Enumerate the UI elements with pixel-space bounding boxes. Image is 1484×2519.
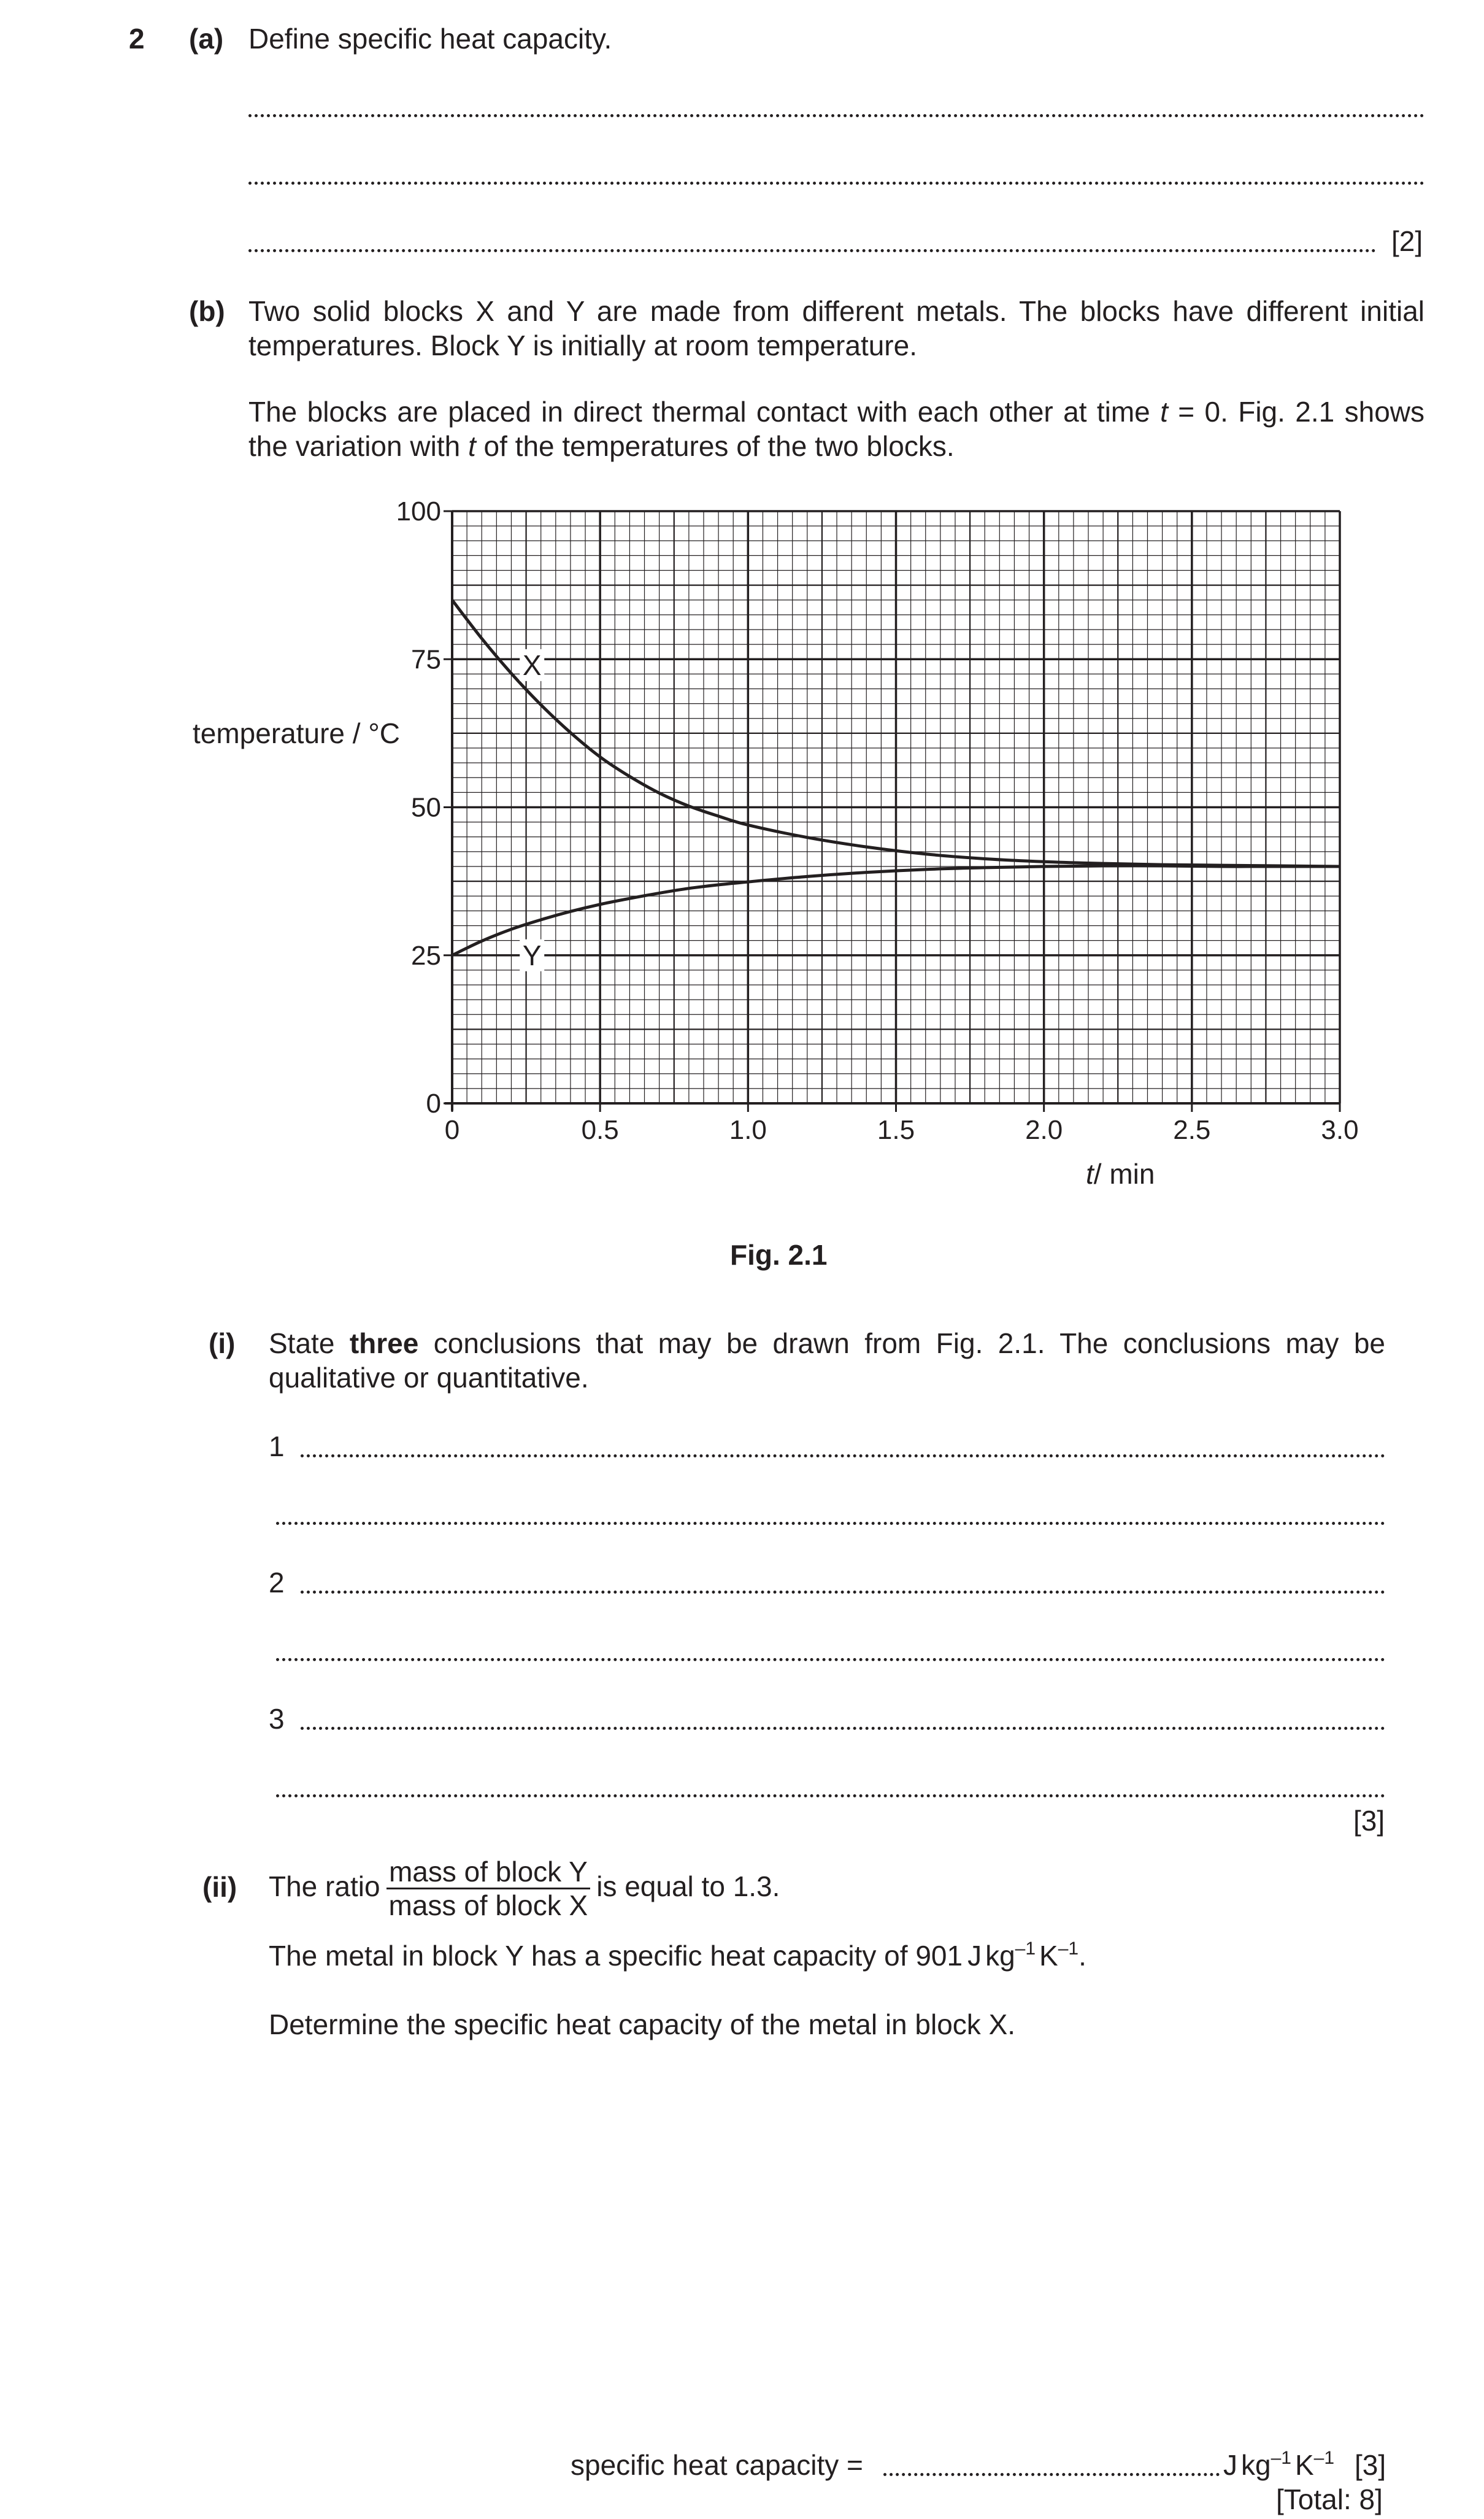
- y-tick-label: 50: [411, 792, 441, 823]
- conclusion-number-1: 1: [269, 1430, 285, 1462]
- x-axis-label: [1086, 1157, 1155, 1190]
- y-tick-label: 75: [411, 644, 441, 675]
- part-b-label: (b): [189, 295, 225, 327]
- para2-line2-text-a: the variation with: [248, 430, 461, 462]
- para2-var-t: t: [1160, 396, 1168, 428]
- x-tick-label: 1.5: [877, 1115, 915, 1145]
- sub-i-marks: [3]: [1353, 1805, 1385, 1837]
- ratio-pre: The ratio: [269, 1870, 380, 1902]
- part-b-para1-line1: Two solid blocks X and Y are made from different metals. The blocks have different initial: [248, 295, 1424, 327]
- total-marks: [Total: 8]: [1276, 2483, 1383, 2515]
- answer-unit-K: K: [1294, 2449, 1314, 2481]
- x-axis-var: t: [1086, 1158, 1094, 1190]
- answer-unit-K-exp: –1: [1313, 2448, 1335, 2468]
- x-axis-unit: / min: [1093, 1158, 1155, 1190]
- answer-unit-kg: kg: [1241, 2449, 1271, 2481]
- part-b-para1-line2: temperatures. Block Y is initially at room temperature.: [248, 330, 917, 361]
- conclusion-2-line-b[interactable]: [276, 1658, 1385, 1661]
- conclusion-number-3: 3: [269, 1703, 285, 1735]
- shc-unit-kg: kg: [985, 1940, 1015, 1972]
- answer-input-line[interactable]: [883, 2473, 1220, 2476]
- ratio-post: is equal to 1.3.: [596, 1870, 780, 1902]
- para2-line2-var-t: t: [467, 430, 476, 462]
- sub-i-label: (i): [209, 1327, 236, 1359]
- chart-ticks: [396, 496, 1359, 1145]
- series-label-x: X: [522, 649, 542, 681]
- part-a-label: (a): [189, 23, 224, 55]
- conclusion-number-2: 2: [269, 1567, 285, 1599]
- conclusion-3-line-a[interactable]: [301, 1727, 1385, 1730]
- para2-line2-text-b: of the temperatures of the two blocks.: [483, 430, 955, 462]
- x-tick-label: 0: [444, 1115, 460, 1145]
- x-tick-label: 2.0: [1025, 1115, 1063, 1145]
- sub-i-line1: [269, 1327, 1385, 1360]
- para2-text-a: The blocks are placed in direct thermal contact with each other at time: [248, 396, 1150, 428]
- shc-unit-K: K: [1039, 1940, 1058, 1972]
- series-label-y: Y: [522, 939, 542, 971]
- chart-axes: [445, 511, 1340, 1111]
- y-tick-label: 0: [426, 1089, 441, 1119]
- shc-unit-J: J: [967, 1940, 982, 1972]
- x-tick-label: 1.0: [729, 1115, 767, 1145]
- question-number: 2: [129, 23, 145, 55]
- x-tick-label: 3.0: [1321, 1115, 1359, 1145]
- para2-text-b: = 0. Fig. 2.1 shows: [1178, 396, 1424, 428]
- answer-label: specific heat capacity =: [571, 2449, 863, 2481]
- answer-unit-J: J: [1223, 2449, 1237, 2481]
- sub-i-state: State: [269, 1327, 335, 1359]
- conclusion-2-line-a[interactable]: [301, 1591, 1385, 1594]
- shc-end: .: [1078, 1940, 1086, 1972]
- x-tick-label: 0.5: [581, 1115, 619, 1145]
- y-tick-label: 25: [411, 940, 441, 971]
- mass-ratio-fraction: [386, 1857, 591, 1921]
- sub-i-three: three: [349, 1327, 419, 1359]
- shc-unit-kg-exp: –1: [1015, 1938, 1036, 1959]
- shc-text: The metal in block Y has a specific heat capacity of 901: [269, 1940, 963, 1972]
- shc-statement: [269, 1939, 1086, 1972]
- fig-2-1-chart: [0, 0, 1484, 1227]
- sub-i-line2: qualitative or quantitative.: [269, 1362, 589, 1394]
- y-axis-label: temperature / °C: [193, 717, 400, 749]
- y-tick-label: 100: [396, 496, 441, 527]
- x-tick-label: 2.5: [1173, 1115, 1211, 1145]
- sub-ii-marks: [3]: [1355, 2449, 1386, 2481]
- conclusion-3-line-b[interactable]: [276, 1794, 1385, 1797]
- shc-unit-K-exp: –1: [1058, 1938, 1079, 1959]
- answer-unit-kg-exp: –1: [1271, 2448, 1291, 2468]
- ratio-statement: [269, 1857, 780, 1921]
- determine-instruction: Determine the specific heat capacity of the metal in block X.: [269, 2008, 1016, 2040]
- ratio-denominator: mass of block X: [388, 1889, 588, 1922]
- figure-caption: Fig. 2.1: [730, 1239, 828, 1271]
- answer-unit: [1223, 2448, 1334, 2482]
- conclusion-1-line-a[interactable]: [301, 1454, 1385, 1457]
- part-a-marks: [2]: [1391, 225, 1423, 257]
- part-a-prompt: Define specific heat capacity.: [248, 23, 612, 55]
- sub-i-rest: conclusions that may be drawn from Fig. 2.1. The conclusions may be: [433, 1327, 1385, 1359]
- sub-ii-label: (ii): [202, 1871, 237, 1903]
- conclusion-1-line-b[interactable]: [276, 1522, 1385, 1525]
- ratio-numerator: mass of block Y: [386, 1857, 591, 1889]
